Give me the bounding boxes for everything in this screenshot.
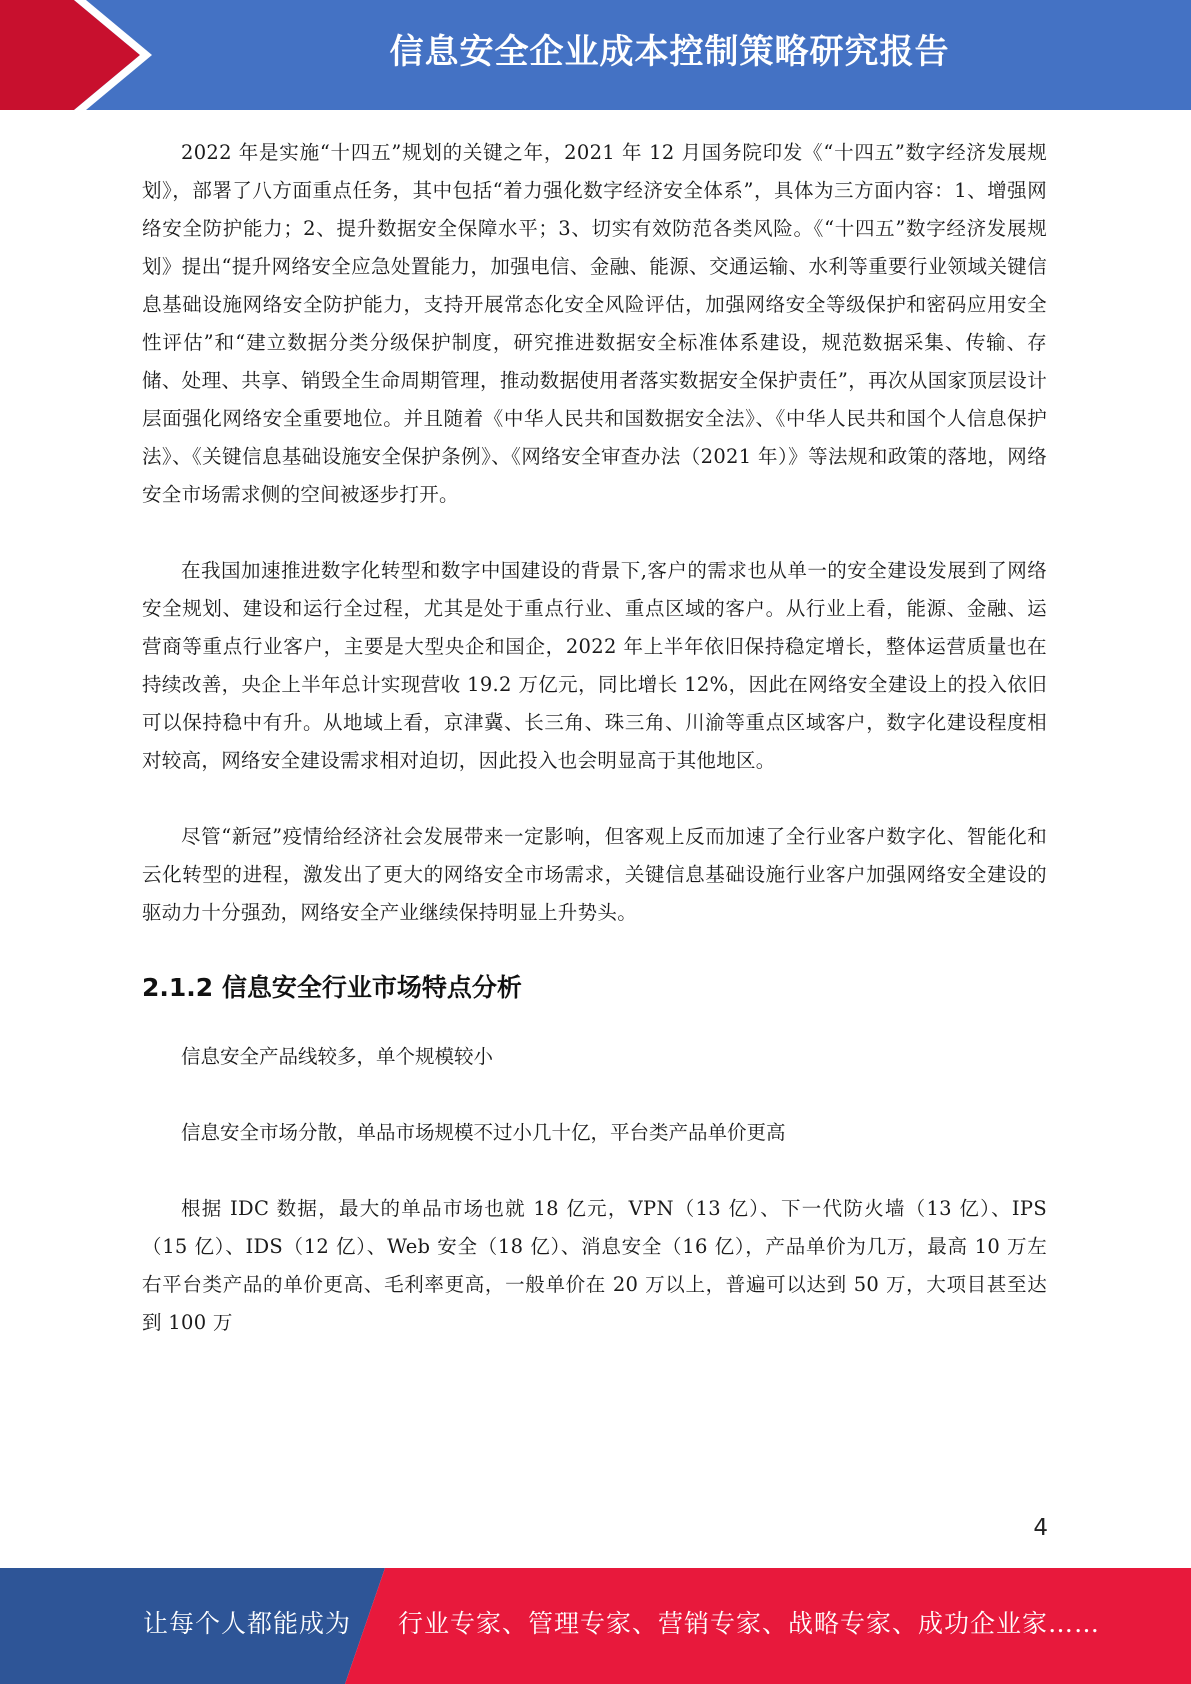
page-number: 4 — [1033, 1515, 1048, 1541]
paragraph-customer-demand: 在我国加速推进数字化转型和数字中国建设的背景下,客户的需求也从单一的安全建设发展到了网络安全规划、建设和运行全过程，尤其是处于重点行业、重点区域的客户。从行业上看，能源、金融、运营商等重点行业客户，主要是大型央企和国企，2022 年上半年依旧保持稳定增长，整体运营质量也在持续改善，央企上半年总计实现营收 19.2 万亿元，同比增长 12%，因此在网络安全建设上的投入依旧可以保持稳中有升。从地域上看，京津冀、长三角、珠三角、川渝等重点区域客户，数字化建设程度相对较高，网络安全建设需求相对迫切，因此投入也会明显高于其他地区。 — [142, 559, 1047, 772]
footer-slogan-left: 让每个人都能成为 — [143, 1609, 352, 1638]
point-product-lines: 信息安全产品线较多，单个规模较小 — [181, 1045, 494, 1068]
page-footer — [0, 1568, 1191, 1684]
paragraph-covid-impact: 尽管“新冠”疫情给经济社会发展带来一定影响，但客观上反而加速了全行业客户数字化、智能化和云化转型的进程，激发出了更大的网络安全市场需求，关键信息基础设施行业客户加强网络安全建设的驱动力十分强劲，网络安全产业继续保持明显上升势头。 — [142, 825, 1047, 924]
report-title: 信息安全企业成本控制策略研究报告 — [389, 32, 950, 72]
footer-slogan-right: 行业专家、管理专家、营销专家、战略专家、成功企业家…… — [398, 1609, 1101, 1638]
document-body — [142, 134, 1047, 1342]
paragraph-idc-data: 根据 IDC 数据，最大的单品市场也就 18 亿元，VPN（13 亿）、下一代防火墙（13 亿）、IPS（15 亿）、IDS（12 亿）、Web 安全（18 亿）、消息安全（16 亿），产品单价为几万，最高 10 万左右平台类产品的单价更高、毛利率更高，一般单价在 20 万以上，普遍可以达到 50 万，大项目甚至达到 100 万 — [142, 1197, 1047, 1334]
paragraph-policy-context: 2022 年是实施“十四五”规划的关键之年，2021 年 12 月国务院印发《“十四五”数字经济发展规划》，部署了八方面重点任务，其中包括“着力强化数字经济安全体系”，具体为三方面内容：1、增强网络安全防护能力；2、提升数据安全保障水平；3、切实有效防范各类风险。《“十四五”数字经济发展规划》提出“提升网络安全应急处置能力，加强电信、金融、能源、交通运输、水利等重要行业领域关键信息基础设施网络安全防护能力，支持开展常态化安全风险评估，加强网络安全等级保护和密码应用安全性评估”和“建立数据分类分级保护制度，研究推进数据安全标准体系建设，规范数据采集、传输、存储、处理、共享、销毁全生命周期管理，推动数据使用者落实数据安全保护责任”，再次从国家顶层设计层面强化网络安全重要地位。并且随着《中华人民共和国数据安全法》、《中华人民共和国个人信息保护法》、《关键信息基础设施安全保护条例》、《网络安全审查办法（2021 年）》等法规和政策的落地，网络安全市场需求侧的空间被逐步打开。 — [142, 141, 1047, 506]
point-market-dispersion: 信息安全市场分散，单品市场规模不过小几十亿，平台类产品单价更高 — [181, 1121, 786, 1144]
page-header — [0, 0, 1191, 110]
section-heading: 2.1.2 信息安全行业市场特点分析 — [142, 973, 522, 1002]
